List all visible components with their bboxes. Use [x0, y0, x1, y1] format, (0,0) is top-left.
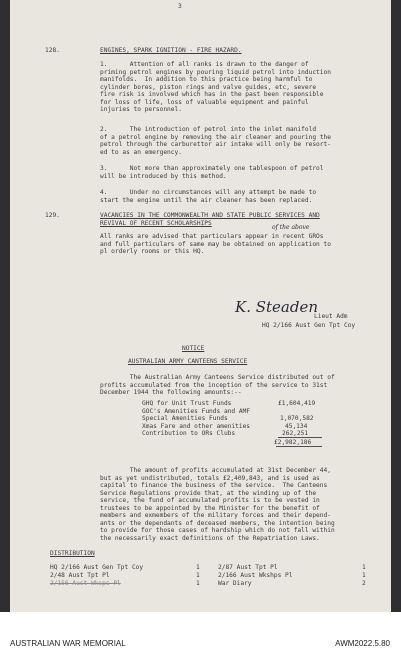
table-row	[50, 580, 380, 588]
amount-value: 1,070,582	[280, 415, 314, 422]
total-double-rule	[276, 446, 322, 447]
distribution-recipient: 2/87 Aust Tpt Pl	[218, 564, 278, 571]
text-line: service, the fund of accumulated profits is to be vested in	[100, 497, 320, 504]
archive-footer	[0, 612, 401, 653]
text-line: 4. Under no circumstances will any attempt be made to	[100, 189, 317, 196]
distribution-copies: 2	[362, 580, 366, 587]
handwritten-insertion: of the above	[272, 224, 310, 231]
footer-institution: AUSTRALIAN WAR MEMORIAL	[10, 639, 126, 648]
text-line: The Australian Army Canteens Service distributed out of	[100, 374, 335, 381]
amount-label: GOC's Amenities Funds and AMF	[142, 407, 251, 415]
distribution-heading: DISTRIBUTION	[50, 550, 95, 557]
amount-value: £1,604,419	[278, 400, 316, 407]
text-line: injuries to personnel.	[100, 106, 182, 113]
text-line: trustees to be appointed by the Minister for the benefit of	[100, 504, 320, 512]
table-row	[50, 564, 380, 572]
document-page	[10, 0, 391, 612]
amount-label: Special Amenities Funds	[142, 415, 228, 422]
signature-unit: HQ 2/166 Aust Gen Tpt Coy	[262, 322, 356, 329]
text-line: start the engine until the air cleaner has been replaced.	[100, 196, 313, 204]
text-line: ants or the dependants of deceased members, the intention being	[100, 519, 335, 527]
text-line: pl orderly rooms or this HQ.	[100, 248, 205, 255]
text-line: 1. Attention of all ranks is drawn to the danger of	[100, 61, 309, 68]
amount-label: Contribution to ORs Clubs	[142, 430, 236, 437]
amount-label: GHQ for Unit Trust Funds	[142, 400, 232, 407]
amount-label: Xmas Fare and other amenities	[142, 422, 251, 430]
text-line: but as yet undistributed, totals £2,409,843, and is used as	[100, 474, 320, 482]
text-line: of a petrol engine by removing the air cleaner and pouring the	[100, 133, 331, 141]
text-line: All ranks are advised that particulars appear in recent GROs	[100, 233, 324, 240]
text-line: The amount of profits accumulated at 31st December 44,	[100, 467, 331, 474]
distribution-recipient: 2/166 Aust Wkshps Pl	[218, 572, 293, 579]
text-line: and full particulars of same may be obtained on application to	[100, 240, 331, 248]
text-line: ed to as an emergency.	[100, 148, 182, 156]
section-129-number: 129.	[45, 212, 60, 219]
text-line: Service Regulations provide that, at the winding up of the	[100, 489, 317, 497]
distribution-recipient: War Diary	[218, 580, 252, 587]
text-line: petrol through the carburettor air intake will only be resort-	[100, 141, 331, 148]
distribution-copies: 1	[196, 572, 200, 579]
text-line: 2. The introduction of petrol into the inlet manifold	[100, 126, 317, 133]
text-line: members and exmembers of the military forces and their depend-	[100, 512, 331, 519]
distribution-table	[50, 564, 380, 594]
text-line: the necessarily exact definitions of the Repatriation Laws.	[100, 534, 320, 542]
amount-value: 262,251	[282, 430, 309, 437]
distribution-recipient: HQ 2/166 Aust Gen Tpt Coy	[50, 564, 144, 571]
distribution-copies: 1	[196, 580, 200, 587]
amount-value: 45,134	[285, 422, 308, 430]
text-line: manifolds. In addition to this practice being harmful to	[100, 76, 313, 83]
text-line: cylinder bores, piston rings and valve guides, etc, severe	[100, 83, 317, 91]
signature-rank: Lieut Adm	[314, 313, 348, 320]
text-line: fire risk is involved which has in the past been responsible	[100, 91, 324, 98]
section-129-title-line-1: VACANCIES IN THE COMMONWEALTH AND STATE PUBLIC SERVICES AND	[100, 212, 320, 219]
handwritten-signature: K. Steaden	[235, 298, 319, 316]
distribution-copies: 1	[362, 564, 366, 571]
notice-subheading: AUSTRALIAN ARMY CANTEENS SERVICE	[128, 358, 248, 365]
distribution-copies: 1	[362, 572, 366, 579]
amounts-table	[142, 400, 342, 460]
footer-accession-number: AWM2022.5.80	[335, 639, 390, 648]
notice-heading: NOTICE	[182, 345, 205, 352]
section-128-number: 128.	[45, 47, 60, 54]
table-row	[50, 572, 380, 580]
section-129-title-line-2: REVIVAL OF RECENT SCHOLARSHIPS	[100, 220, 212, 227]
page-number: 3	[178, 3, 182, 10]
text-line: to provide for those cases of hardship which do not fall within	[100, 527, 335, 534]
text-line: priming petrol engines by pouring liquid petrol into induction	[100, 68, 331, 76]
text-line: capital to finance the business of the service. The Canteens	[100, 482, 328, 489]
amount-total: £2,982,186	[274, 438, 312, 446]
distribution-recipient: 2/48 Aust Tpt Pl	[50, 572, 110, 579]
text-line: December 1944 the following amounts:--	[100, 389, 242, 396]
text-line: profits accumulated from the inception of the service to 31st	[100, 381, 328, 389]
section-128-title: ENGINES, SPARK IGNITION - FIRE HAZARD.	[100, 47, 242, 54]
text-line: will be introduced by this method.	[100, 172, 227, 180]
distribution-recipient: 2/156 Aust Wksps Pl	[50, 580, 121, 587]
text-line: 3. Not more than approximately one tablespoon of petrol	[100, 165, 324, 172]
text-line: for loss of life, loss of valuable equipment and painful	[100, 98, 309, 106]
distribution-copies: 1	[196, 564, 200, 571]
